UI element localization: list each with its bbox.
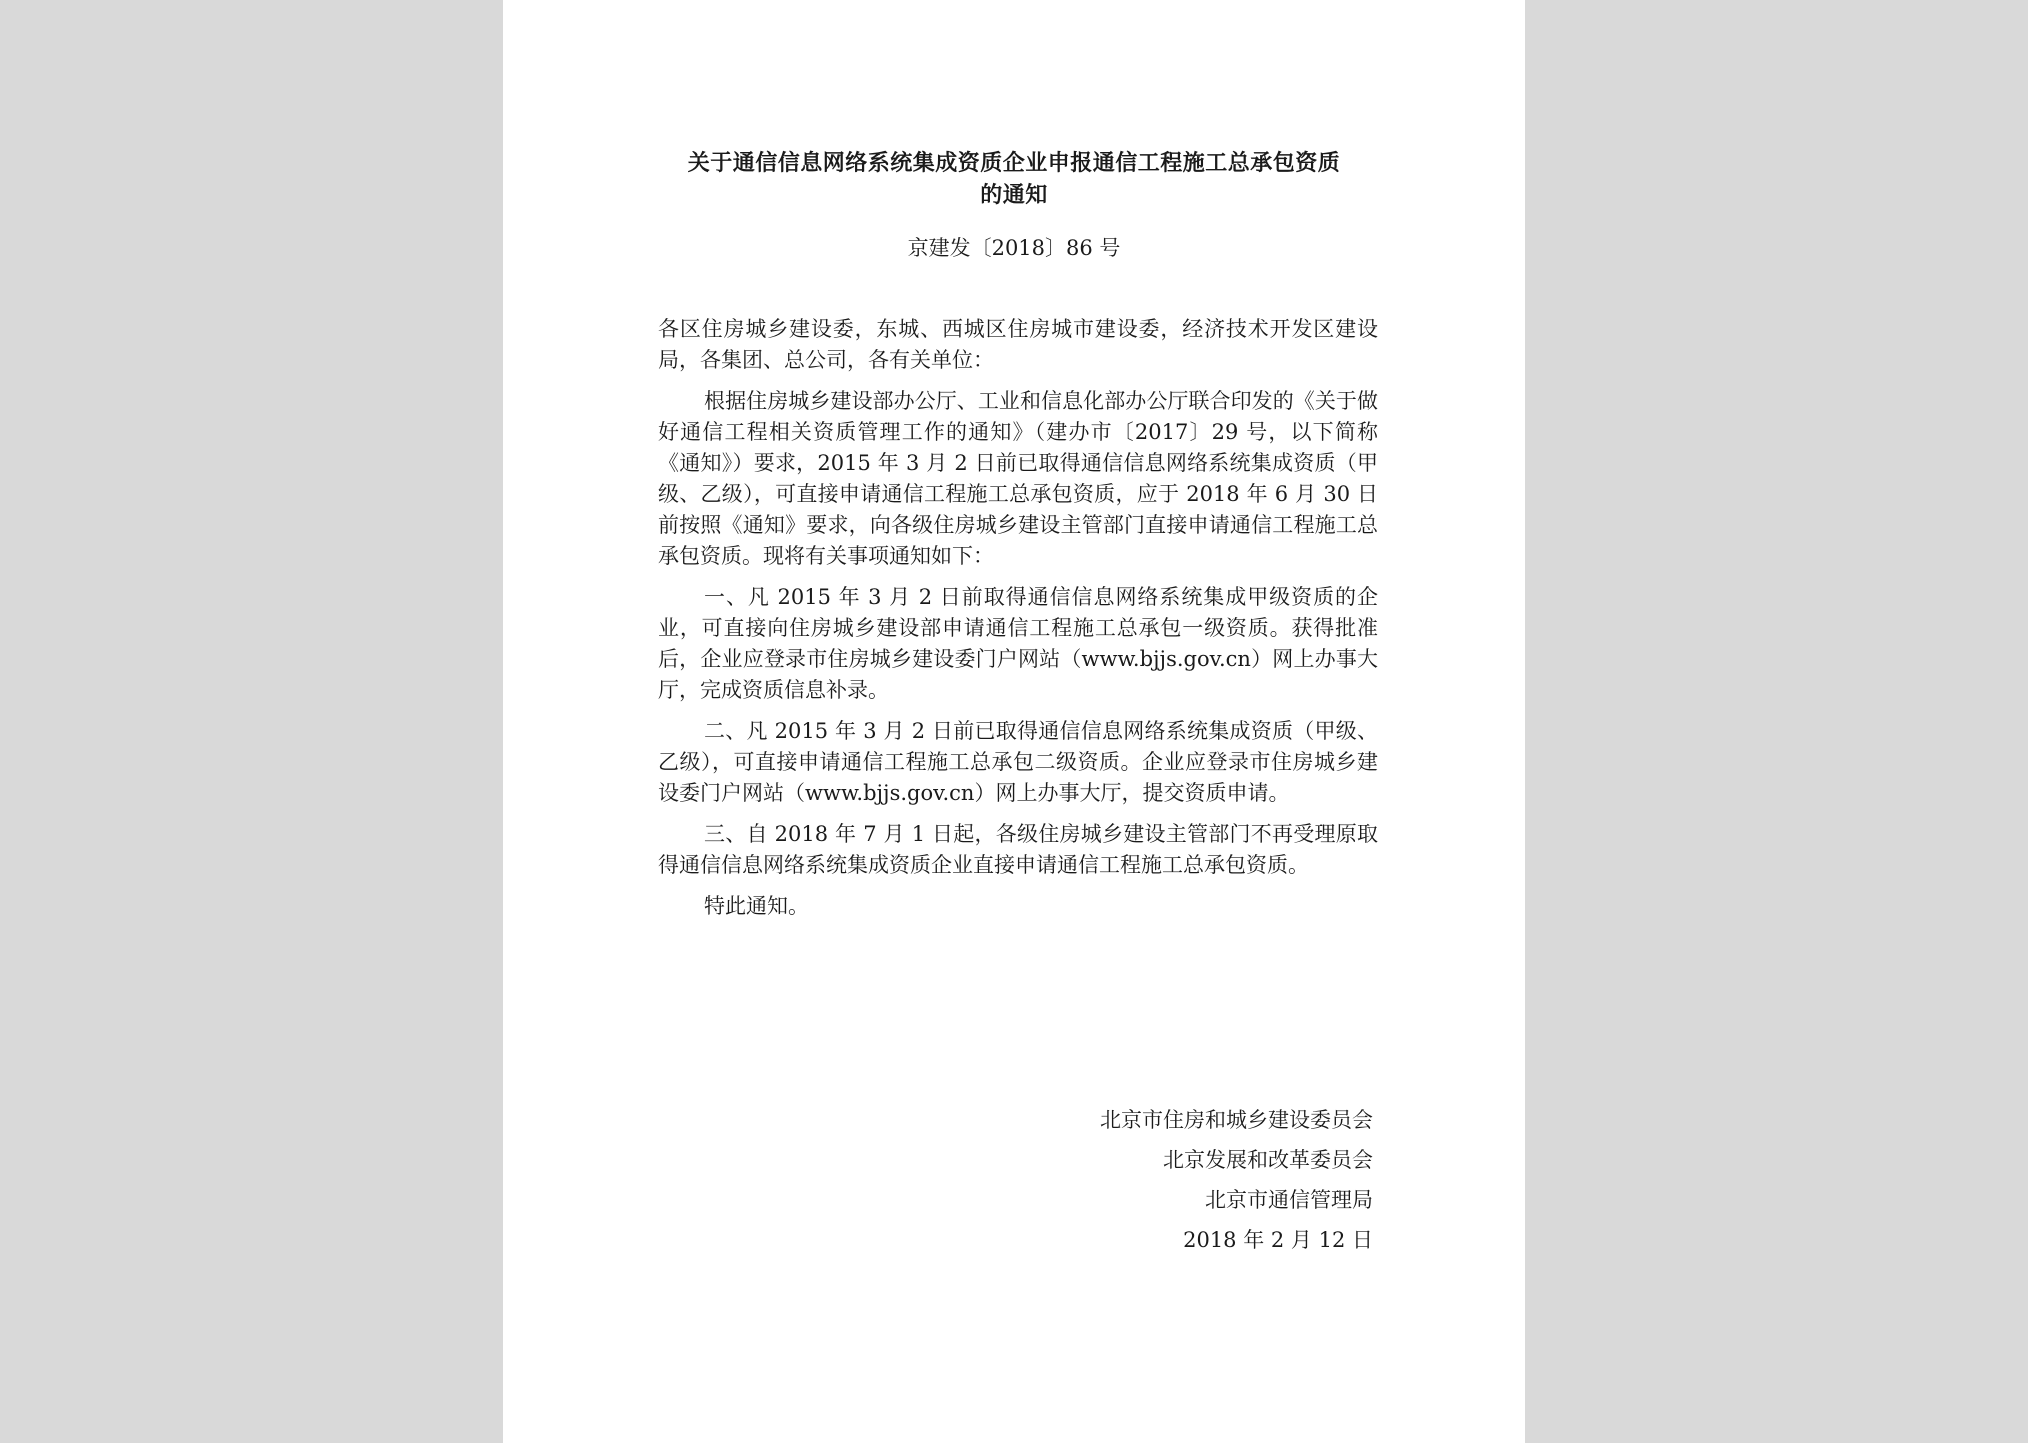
signatory-communications-bureau: 北京市通信管理局 bbox=[1205, 1188, 1373, 1212]
document-page bbox=[503, 0, 1525, 1443]
title-line-2: 的通知 bbox=[980, 182, 1048, 208]
salutation: 各区住房城乡建设委，东城、西城区住房城市建设委，经济技术开发区建设局，各集团、总公司，各有关单位： bbox=[658, 317, 1378, 372]
document-date: 2018 年 2 月 12 日 bbox=[1183, 1228, 1373, 1252]
paragraph-closing: 特此通知。 bbox=[704, 894, 809, 918]
paragraph-item-3: 三、自 2018 年 7 月 1 日起，各级住房城乡建设主管部门不再受理原取得通信信息网络系统集成资质企业直接申请通信工程施工总承包资质。 bbox=[658, 822, 1378, 877]
signatory-development-commission: 北京发展和改革委员会 bbox=[1163, 1148, 1373, 1172]
title-line-1: 关于通信信息网络系统集成资质企业申报通信工程施工总承包资质 bbox=[687, 150, 1341, 176]
signature-block bbox=[1100, 1100, 1373, 1260]
document-body bbox=[658, 314, 1378, 932]
document-title bbox=[503, 147, 1525, 211]
signatory-housing-commission: 北京市住房和城乡建设委员会 bbox=[1100, 1108, 1373, 1132]
paragraph-intro: 根据住房城乡建设部办公厅、工业和信息化部办公厅联合印发的《关于做好通信工程相关资质管理工作的通知》（建办市〔2017〕29 号，以下简称《通知》）要求，2015 年 3 月 2 日前已取得通信信息网络系统集成资质（甲级、乙级），可直接申请通信工程施工总承包资质，应于 2018 年 6 月 30 日前按照《通知》要求，向各级住房城乡建设主管部门直接申请通信工程施工总承包资质。现将有关事项通知如下： bbox=[658, 389, 1378, 568]
paragraph-item-2: 二、凡 2015 年 3 月 2 日前已取得通信信息网络系统集成资质（甲级、乙级），可直接申请通信工程施工总承包二级资质。企业应登录市住房城乡建设委门户网站（www.bjjs.gov.cn）网上办事大厅，提交资质申请。 bbox=[658, 719, 1378, 805]
paragraph-item-1: 一、凡 2015 年 3 月 2 日前取得通信信息网络系统集成甲级资质的企业，可直接向住房城乡建设部申请通信工程施工总承包一级资质。获得批准后，企业应登录市住房城乡建设委门户网站（www.bjjs.gov.cn）网上办事大厅，完成资质信息补录。 bbox=[658, 585, 1378, 702]
document-number: 京建发〔2018〕86 号 bbox=[907, 236, 1121, 260]
